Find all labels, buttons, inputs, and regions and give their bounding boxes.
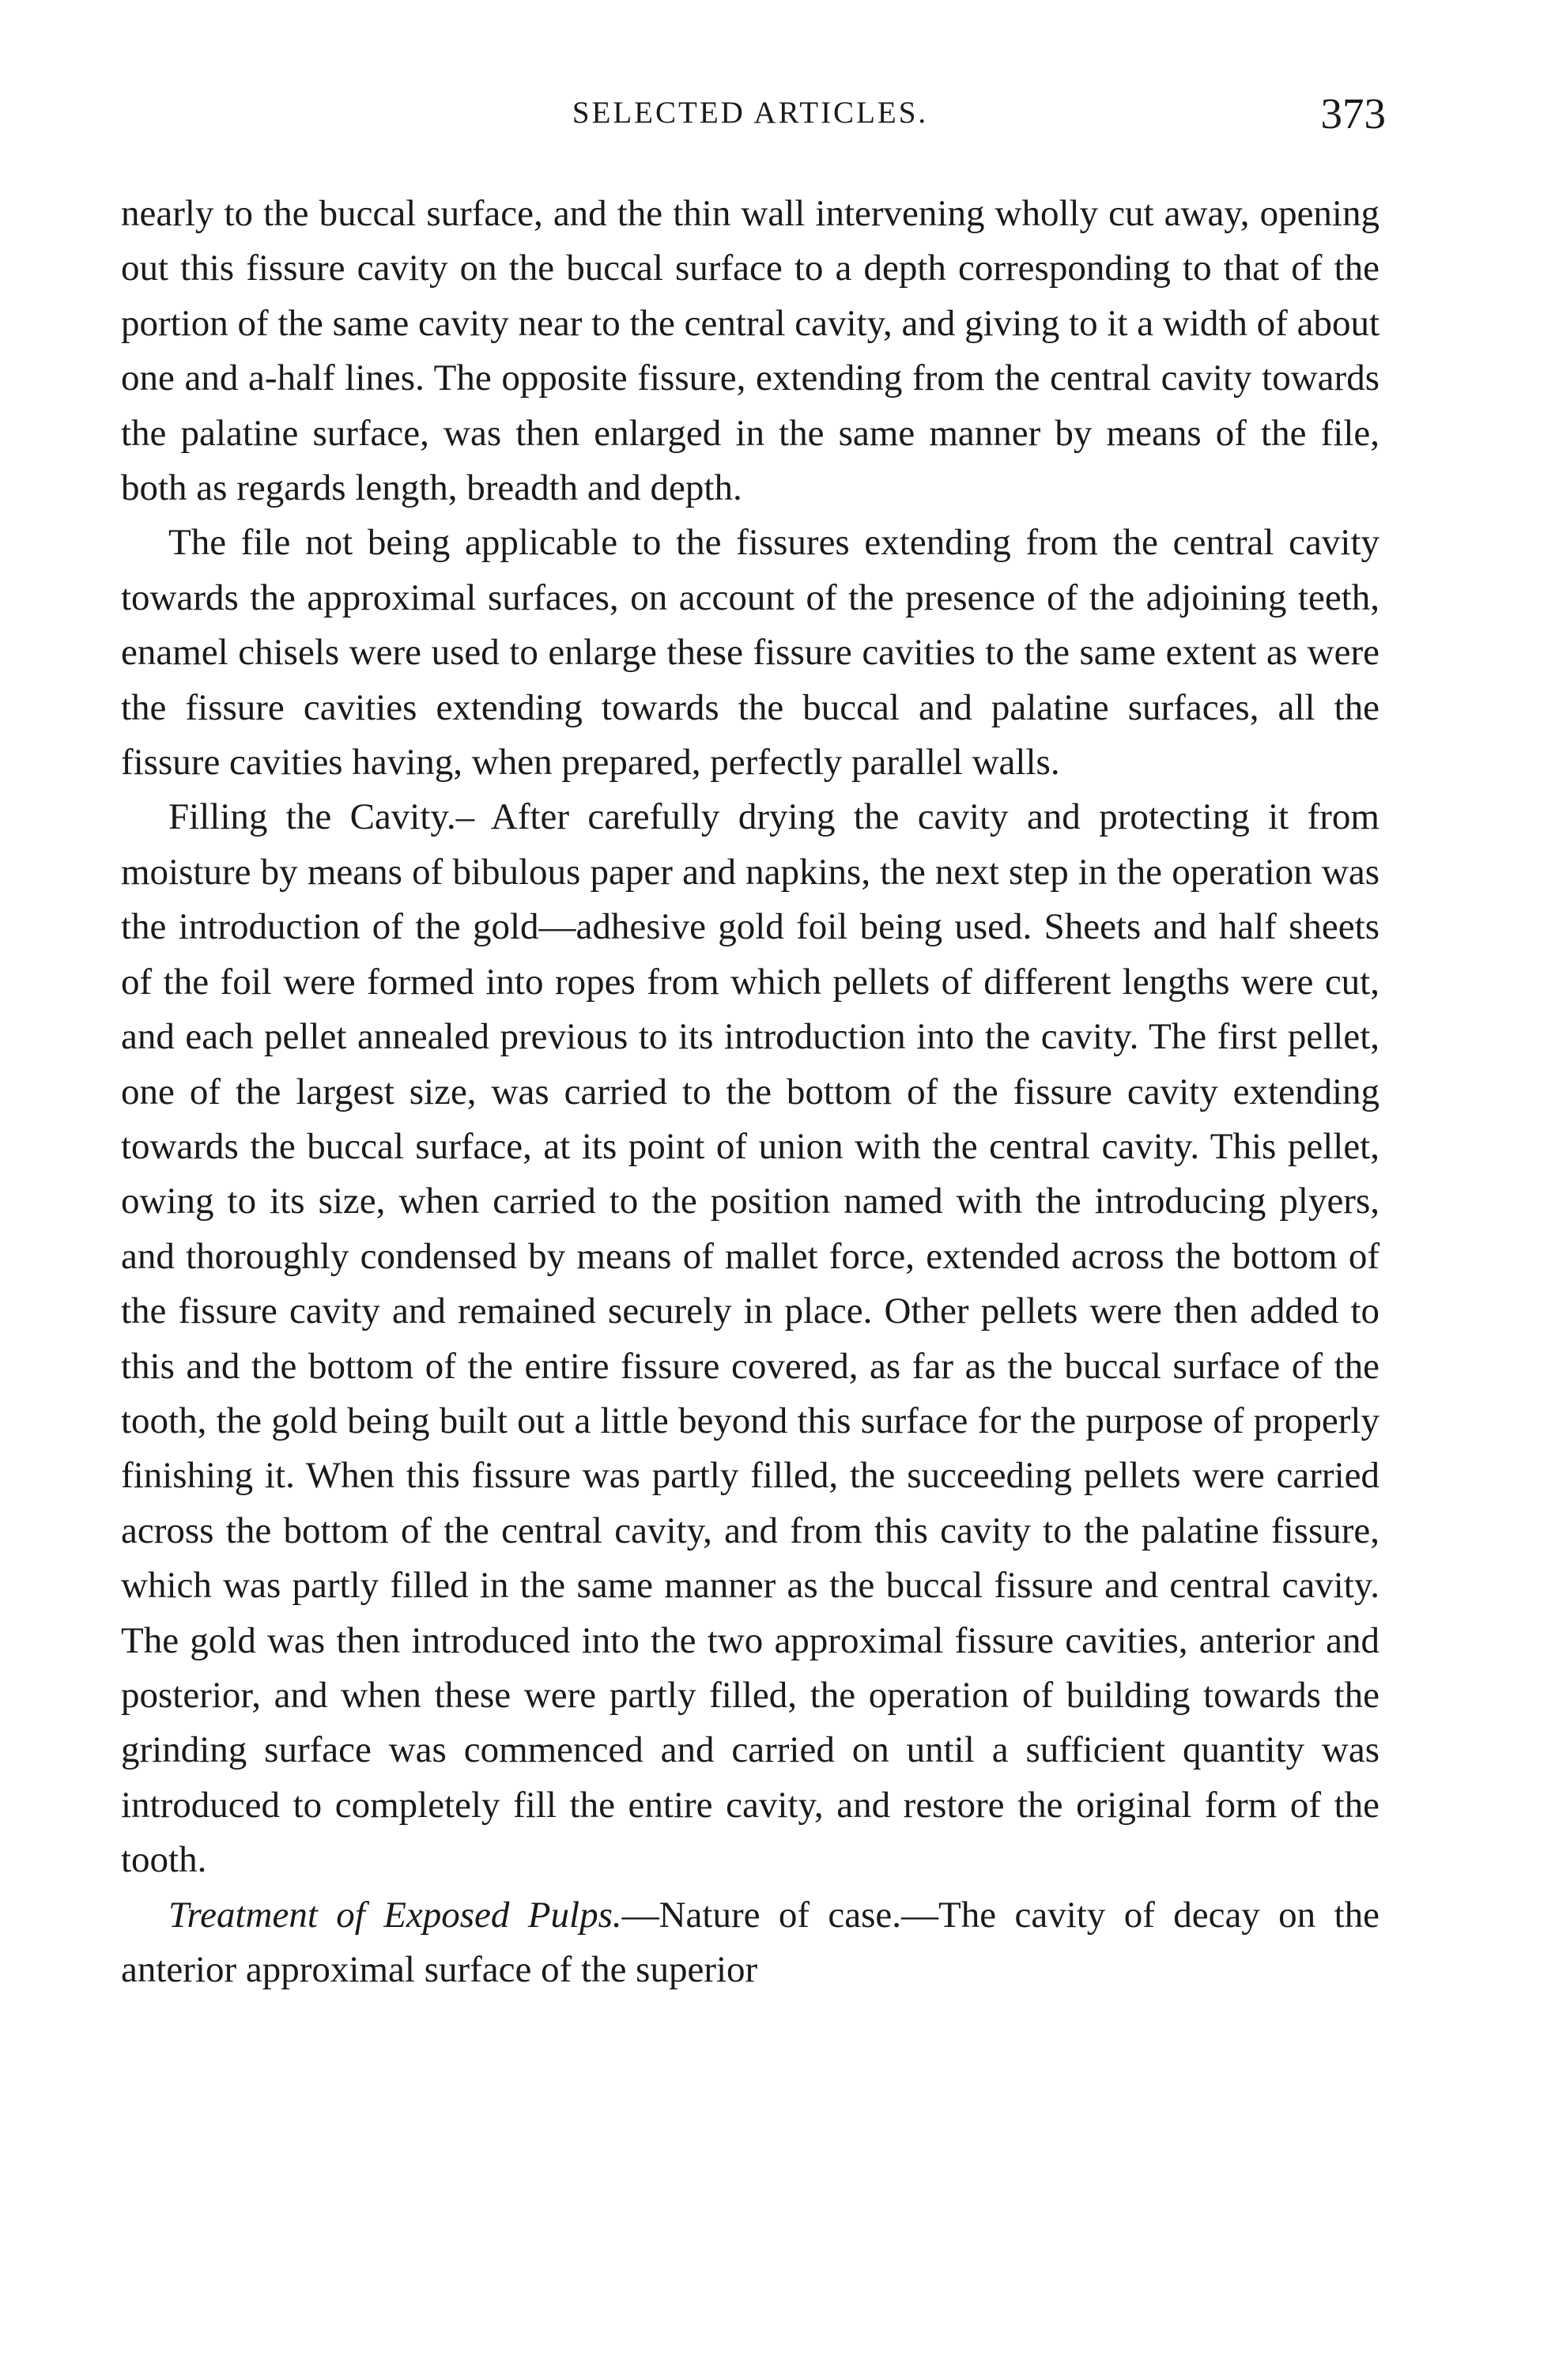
page-number: 373: [1320, 89, 1386, 138]
running-header: [121, 79, 1386, 150]
paragraph-3: Filling the Cavity.– After carefully drying the cavity and protecting it from moisture by means of bibulous paper and napkins, the next step in the operation was the introduction of the gold—adhesive gold foil being used. Sheets and half sheets of the foil were formed into ropes from which pellets of different lengths were cut, and each pellet annealed previous to its introduction into the cavity. The first pellet, one of the largest size, was carried to the bottom of the fissure cavity extending towards the buccal surface, at its point of union with the central cavity. This pellet, owing to its size, when carried to the position named with the introducing plyers, and thoroughly condensed by means of mallet force, extended across the bottom of the fissure cavity and remained securely in place. Other pellets were then added to this and the bottom of the entire fissure covered, as far as the buccal surface of the tooth, the gold being built out a little beyond this surface for the purpose of properly finishing it. When this fissure was partly filled, the succeeding pellets were carried across the bottom of the central cavity, and from this cavity to the palatine fissure, which was partly filled in the same manner as the buccal fissure and central cavity. The gold was then introduced into the two approximal fissure cavities, anterior and posterior, and when these were partly filled, the operation of building towards the grinding surface was commenced and carried on until a sufficient quantity was introduced to completely fill the entire cavity, and restore the original form of the tooth.: [121, 796, 1379, 1881]
body-text: [121, 187, 1379, 1997]
paragraph-4: [121, 1888, 1379, 1998]
paragraph-4-text: —Nature of case.—The cavity of decay on the anterior approximal surface of the superior: [121, 1894, 1379, 1990]
running-title: SELECTED ARTICLES.: [572, 96, 929, 130]
document-page: [121, 79, 1386, 1997]
paragraph-2: The file not being applicable to the fissures extending from the central cavity towards the approximal surfaces, on account of the presence of the adjoining teeth, enamel chisels were used to enlarge these fissure cavities to the same extent as were the fissure cavities extending towards the buccal and palatine surfaces, all the fissure cavities having, when prepared, perfectly parallel walls.: [121, 522, 1379, 784]
section-heading: Treatment of Exposed Pulps.: [168, 1894, 622, 1936]
paragraph-1: nearly to the buccal surface, and the thin wall intervening wholly cut away, opening out this fissure cavity on the buccal surface to a depth corresponding to that of the portion of the same cavity near to the central cavity, and giving to it a width of about one and a-half lines. The opposite fissure, extending from the central cavity towards the palatine surface, was then enlarged in the same manner by means of the file, both as regards length, breadth and depth.: [121, 193, 1379, 509]
